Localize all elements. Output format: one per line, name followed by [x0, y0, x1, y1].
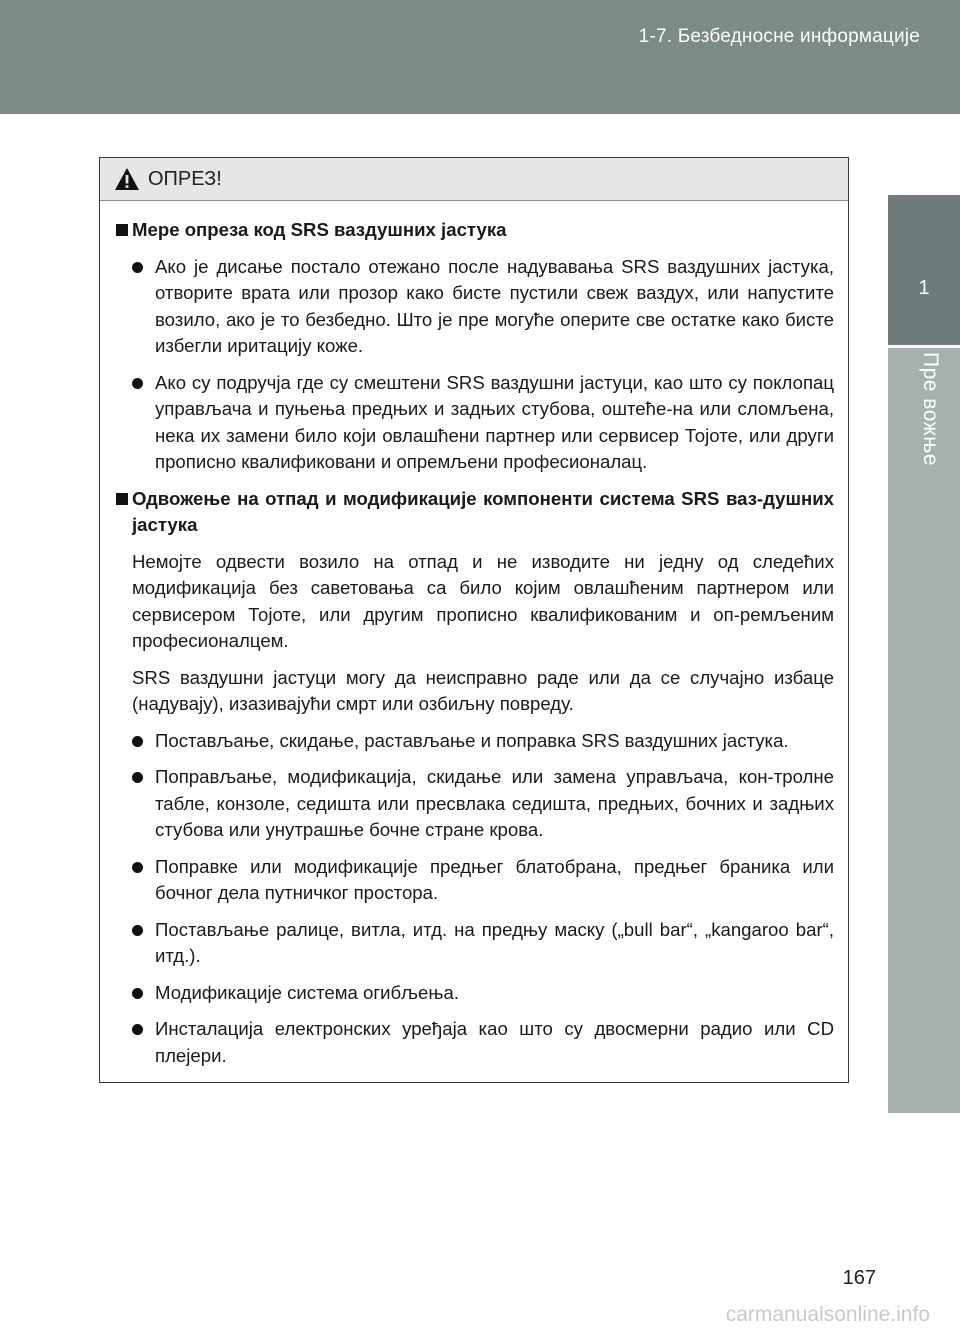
header-bar — [0, 0, 960, 114]
list-item — [117, 254, 834, 360]
warning-triangle-icon — [114, 167, 140, 191]
bullet-dot-icon — [132, 1024, 143, 1035]
list-item-text: Ако је дисање постало отежано после надувавања SRS ваздушних јастука, отворите врата или прозор како бисте пустили свеж ваздух, или напустите возило, ако је то безбедно. Што је пре могуће оперите све остатке како бисте избегли иритацију коже. — [155, 255, 834, 356]
list-item — [117, 1016, 834, 1069]
section-heading-airbag-precautions — [117, 217, 834, 244]
section-heading-scrapping-modifications — [117, 486, 834, 539]
bullet-dot-icon — [132, 378, 143, 389]
list-item-text: Инсталација електронских уређаја као што су двосмерни радио или CD плејери. — [155, 1018, 834, 1066]
square-bullet-icon — [116, 224, 128, 236]
caution-title: ОПРЕЗ! — [148, 167, 222, 190]
list-item-text: Ако су подручја где су смештени SRS ваздушни јастуци, као што су поклопац управљача и пуњења предњих и задњих стубова, оштеће-на или сломљена, нека их замени било који овлашћени партнер или сервисер Тојоте, или други прописно квалификовани и опремљени професионалац. — [155, 371, 834, 472]
bullet-dot-icon — [132, 262, 143, 273]
list-item — [117, 728, 834, 755]
list-item-text: Поправке или модификације предњег блатобрана, предњег браника или бочног дела путничког простора. — [155, 855, 834, 903]
caution-body — [100, 201, 848, 1069]
watermark: carmanualsonline.info — [725, 1303, 930, 1326]
list-item-text: Постављање, скидање, растављање и поправка SRS ваздушних јастука. — [155, 729, 789, 751]
list-item — [117, 917, 834, 970]
list-item-text: Модификације система огибљења. — [155, 981, 459, 1003]
paragraph: SRS ваздушни јастуци могу да неисправно раде или да се случајно избаце (надувају), изазивајући смрт или озбиљну повреду. — [132, 666, 834, 714]
bullet-dot-icon — [132, 772, 143, 783]
caution-header — [100, 158, 848, 201]
square-bullet-icon — [116, 493, 128, 505]
heading-text: Мере опреза код SRS ваздушних јастука — [132, 219, 507, 240]
bullet-dot-icon — [132, 925, 143, 936]
page-number: 167 — [842, 1267, 876, 1289]
list-item-text: Постављање ралице, витла, итд. на предњу маску („bull bar“, „kangaroo bar“, итд.). — [155, 918, 834, 966]
chapter-tab — [888, 195, 960, 345]
list-item — [117, 980, 834, 1007]
bullet-dot-icon — [132, 862, 143, 873]
paragraph: Немојте одвести возило на отпад и не изводите ни једну од следећих модификација без саветовања са било којим овлашћеним партнером или сервисером Тојоте, или другим прописно квалификованим и оп-ремљеним професионалцем. — [132, 550, 834, 651]
list-item — [117, 854, 834, 907]
list-item — [117, 370, 834, 476]
bullet-dot-icon — [132, 988, 143, 999]
caution-box — [99, 157, 849, 1083]
heading-text: Одвожење на отпад и модификације компоненти система SRS ваз-душних јастука — [132, 487, 834, 535]
chapter-number: 1 — [918, 277, 930, 299]
list-item — [117, 764, 834, 844]
bullet-dot-icon — [132, 736, 143, 747]
section-title: 1-7. Безбедносне информације — [638, 26, 920, 47]
chapter-label: Пре вожње — [919, 352, 942, 466]
list-item-text: Поправљање, модификација, скидање или замена управљача, кон-тролне табле, конзоле, седишта или пресвлака седишта, предњих, бочних и задњих стубова или унутрашње бочне стране крова. — [155, 766, 834, 840]
